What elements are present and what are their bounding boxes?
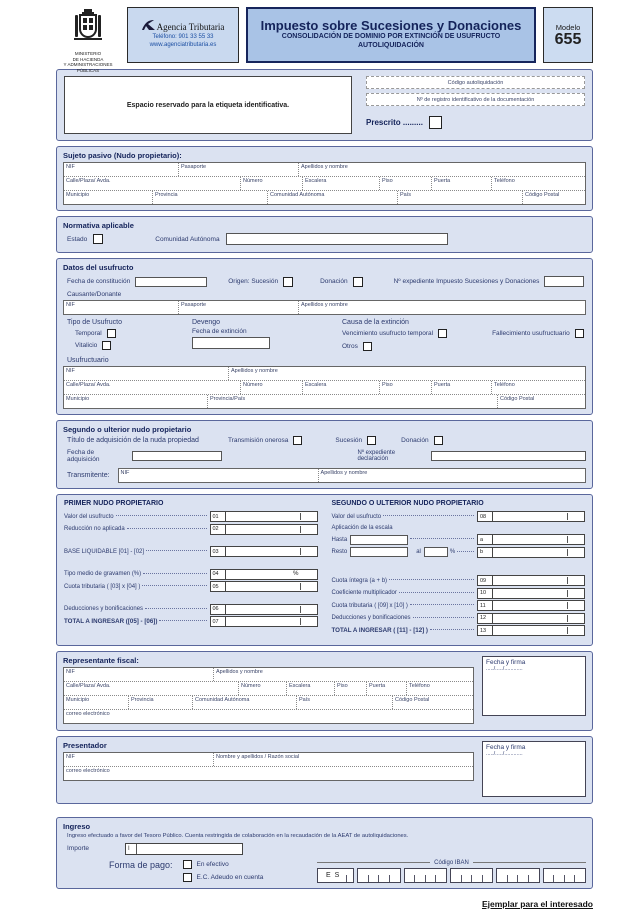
- num-expediente-isd-label: Nº expediente Impuesto Sucesiones y Donaciones: [393, 278, 540, 285]
- rep-apellidos-cell[interactable]: Apellidos y nombre: [216, 668, 263, 675]
- ejemplar-label: Ejemplar para el interesado: [481, 898, 593, 909]
- importe-input[interactable]: I: [125, 843, 243, 855]
- iban-input[interactable]: [317, 868, 586, 883]
- usu-provincia-pais-cell[interactable]: Provincia/País: [208, 395, 498, 408]
- temporal-checkbox[interactable]: [107, 329, 116, 338]
- iban-group-4[interactable]: [450, 868, 493, 883]
- sp-numero-cell[interactable]: Número: [241, 177, 303, 190]
- adeudo-checkbox[interactable]: [183, 873, 192, 882]
- transmision-checkbox[interactable]: [293, 436, 302, 445]
- sp-cp-cell[interactable]: Código Postal: [525, 192, 560, 198]
- usu-numero-cell[interactable]: Número: [241, 381, 303, 394]
- al-label: al: [416, 549, 421, 555]
- presentador-firma-box[interactable]: Fecha y firma ...../...../............: [482, 741, 586, 797]
- estado-checkbox[interactable]: [93, 234, 103, 244]
- prescrito-label: Prescrito .........: [366, 118, 423, 127]
- sp-telefono-cell[interactable]: Teléfono: [494, 178, 515, 184]
- header: [56, 7, 593, 73]
- iban-group-6[interactable]: [543, 868, 586, 883]
- origen-sucesion-label: Origen: Sucesión: [228, 278, 279, 285]
- usu-telefono-cell[interactable]: Teléfono: [494, 382, 515, 388]
- agency-box: [127, 7, 239, 63]
- fallecimiento-checkbox[interactable]: [575, 329, 584, 338]
- registro-label: Nº de registro identificativo de la documentación: [416, 96, 535, 103]
- usu-puerta-cell[interactable]: Puerta: [432, 381, 492, 394]
- num-expediente-isd-input[interactable]: [544, 276, 584, 287]
- causante-nif-cell[interactable]: NIF: [64, 301, 179, 314]
- sp-puerta-cell[interactable]: Puerta: [432, 177, 492, 190]
- temporal-label: Temporal: [75, 330, 102, 337]
- estado-label: Estado: [67, 235, 88, 243]
- sp-escalera-cell[interactable]: Escalera: [303, 177, 380, 190]
- prescrito-checkbox[interactable]: [429, 116, 442, 129]
- sujeto-pasivo-title: Sujeto pasivo (Nudo propietario):: [63, 151, 182, 160]
- iban-group-2[interactable]: [357, 868, 400, 883]
- coat-of-arms-icon: [71, 9, 105, 50]
- segundo-nudo-column: SEGUNDO O ULTERIOR NUDO PROPIETARIO Valor del usufructo 08 Aplicación de la escala Hasta a Resto al % b Cuota íntegra (a + b) 09 Coeficiente multiplicador 10 Cuota tributaria ( [09] x [10] ) 11 Deducciones y bonificaciones 12 TOTAL A INGRESAR ( [11] - [12] ) 13: [332, 500, 586, 638]
- donacion2-checkbox[interactable]: [434, 436, 443, 445]
- normativa-ccaa-input[interactable]: [226, 233, 448, 245]
- otros-label: Otros: [342, 343, 358, 350]
- datos-usufructo-section: [56, 258, 593, 415]
- iban-group-3[interactable]: [404, 868, 447, 883]
- box-b[interactable]: b: [477, 547, 585, 558]
- usufructuario-table: [63, 366, 586, 409]
- sp-ccaa-cell[interactable]: Comunidad Autónoma: [268, 191, 398, 204]
- model-box: [543, 7, 593, 63]
- box-04[interactable]: 04 %: [210, 569, 318, 580]
- box-03[interactable]: 03: [210, 546, 318, 557]
- rep-correo-cell[interactable]: correo electrónico: [66, 710, 110, 717]
- normativa-ccaa-label: Comunidad Autónoma: [155, 235, 220, 243]
- box-10[interactable]: 10: [477, 588, 585, 599]
- rep-numero-cell[interactable]: Número: [239, 682, 287, 695]
- model-number: 655: [554, 30, 582, 48]
- causante-pasaporte-cell[interactable]: Pasaporte: [179, 301, 299, 314]
- iban-group-1[interactable]: E S: [317, 868, 354, 883]
- sp-nif-cell[interactable]: NIF: [64, 163, 179, 176]
- rep-nif-cell[interactable]: NIF: [64, 668, 214, 681]
- identification-panel: [56, 69, 593, 141]
- usu-nif-cell[interactable]: NIF: [64, 367, 229, 380]
- importe-label: Importe: [67, 845, 90, 852]
- titulo-adq-label: Título de adquisición de la nuda propiedad: [67, 437, 199, 444]
- primer-nudo-title: PRIMER NUDO PROPIETARIO: [64, 500, 164, 507]
- devengo-group: Devengo Fecha de extinción: [192, 319, 342, 354]
- efectivo-label: En efectivo: [196, 860, 229, 868]
- fecha-extincion-input[interactable]: [192, 337, 270, 349]
- agency-logo-icon: [142, 20, 155, 33]
- pres-correo-cell[interactable]: correo electrónico: [66, 767, 110, 774]
- box-12[interactable]: 12: [477, 613, 585, 624]
- resto-label: Resto: [331, 549, 348, 555]
- adeudo-label: E.C. Adeudo en cuenta: [196, 873, 264, 881]
- resto-input[interactable]: [350, 547, 408, 557]
- representante-section: [56, 651, 593, 731]
- otros-checkbox[interactable]: [363, 342, 372, 351]
- vencimiento-checkbox[interactable]: [438, 329, 447, 338]
- transmision-label: Transmisión onerosa: [227, 437, 289, 444]
- rep-cp-cell[interactable]: Código Postal: [395, 696, 430, 703]
- footer: [56, 894, 593, 912]
- valor-usufructo-08-label: Valor del usufructo: [331, 513, 382, 520]
- presentador-section: [56, 736, 593, 804]
- liquidacion-section: [56, 494, 593, 646]
- sp-municipio-cell[interactable]: Municipio: [64, 191, 153, 204]
- num-exp-declaracion-label: Nº expediente declaración: [357, 450, 396, 462]
- form-title: Impuesto sobre Sucesiones y Donaciones: [260, 18, 522, 34]
- trans-apellidos-cell[interactable]: Apellidos y nombre: [320, 470, 368, 476]
- fecha-adq-input[interactable]: [132, 451, 222, 461]
- origen-donacion-label: Donación: [320, 278, 348, 285]
- ministry-name: MINISTERIO DE HACIENDA Y ADMINISTRACIONES PÚBLICAS: [63, 51, 113, 73]
- usu-escalera-cell[interactable]: Escalera: [303, 381, 380, 394]
- agency-name: Agencia Tributaria: [156, 21, 225, 32]
- usu-municipio-cell[interactable]: Municipio: [64, 395, 208, 408]
- codigo-autoliquidacion-label: Código autoliquidación: [447, 79, 504, 86]
- representante-title: Representante fiscal:: [63, 655, 139, 665]
- usu-apellidos-cell[interactable]: Apellidos y nombre: [231, 368, 278, 374]
- fallecimiento-label: Fallecimiento usufructuario: [492, 330, 570, 337]
- sp-apellidos-cell[interactable]: Apellidos y nombre: [301, 164, 348, 170]
- ingreso-section: [56, 817, 593, 889]
- ingreso-title: Ingreso: [63, 821, 91, 831]
- rep-escalera-cell[interactable]: Escalera: [287, 682, 335, 695]
- rep-calle-cell[interactable]: Calle/Plaza/ Avda.: [64, 682, 239, 695]
- sujeto-pasivo-section: [56, 146, 593, 211]
- box-06[interactable]: 06: [210, 604, 318, 615]
- fecha-constitucion-label: Fecha de constitución: [67, 278, 131, 285]
- box-11[interactable]: 11: [477, 600, 585, 611]
- box-05[interactable]: 05: [210, 581, 318, 592]
- rep-puerta-cell[interactable]: Puerta: [367, 682, 407, 695]
- ingreso-subtitle: Ingreso efectuado a favor del Tesoro Público. Cuenta restringida de colaboración en la recaudación de la AEAT de autoliquidaciones.: [67, 832, 409, 839]
- pres-nombre-cell[interactable]: Nombre y apellidos / Razón social: [216, 753, 300, 760]
- rep-telefono-cell[interactable]: Teléfono: [409, 682, 430, 689]
- representante-firma-box[interactable]: Fecha y firma ...../...../............: [482, 656, 586, 716]
- origen-sucesion-checkbox[interactable]: [283, 277, 293, 287]
- vencimiento-label: Vencimiento usufructo temporal: [342, 330, 434, 337]
- fecha-constitucion-input[interactable]: [135, 277, 207, 287]
- normativa-title: Normativa aplicable: [63, 221, 134, 230]
- presentador-title: Presentador: [63, 740, 107, 750]
- causa-extincion-group: Causa de la extinción Vencimiento usufructo temporal Fallecimiento usufructuario Otros: [342, 319, 584, 354]
- sp-piso-cell[interactable]: Piso: [380, 177, 432, 190]
- transmitente-table: [118, 468, 586, 483]
- box-a[interactable]: a: [477, 534, 585, 545]
- sp-calle-cell[interactable]: Calle/Plaza/ Avda.: [64, 177, 241, 190]
- box-08[interactable]: 08: [477, 511, 585, 522]
- segundo-nudo-section: [56, 420, 593, 489]
- hasta-label: Hasta: [331, 536, 348, 543]
- box-01[interactable]: 01: [210, 511, 318, 522]
- datos-usufructo-title: Datos del usufructo: [63, 263, 134, 272]
- usufructuario-label: Usufructuario: [67, 357, 109, 364]
- sucesion-label: Sucesión: [335, 437, 363, 444]
- box-09[interactable]: 09: [477, 575, 585, 586]
- box-07[interactable]: 07: [210, 616, 318, 627]
- box-02[interactable]: 02: [210, 524, 318, 535]
- rep-ccaa-cell[interactable]: Comunidad Autónoma: [193, 696, 297, 709]
- efectivo-checkbox[interactable]: [183, 860, 192, 869]
- agency-web[interactable]: www.agenciatributaria.es: [149, 42, 217, 48]
- presentador-table: [63, 752, 474, 781]
- registro-box[interactable]: [366, 93, 585, 106]
- tipo-usufructo-group: Tipo de Usufructo Temporal Vitalicio: [67, 319, 122, 349]
- origen-donacion-checkbox[interactable]: [353, 277, 363, 287]
- representante-table: [63, 667, 474, 724]
- model-label: Modelo: [555, 22, 581, 32]
- causante-apellidos-cell[interactable]: Apellidos y nombre: [301, 302, 348, 308]
- iban-label: Código IBAN: [434, 859, 469, 866]
- form-subtitle-1: CONSOLIDACIÓN DE DOMINIO POR EXTINCIÓN DE USUFRUCTO: [281, 33, 501, 41]
- sp-pasaporte-cell[interactable]: Pasaporte: [179, 163, 299, 176]
- iban-group: [317, 860, 586, 883]
- form-title-box: [246, 7, 536, 63]
- label-reserved-box: [64, 76, 352, 134]
- usu-cp-cell[interactable]: Código Postal: [500, 396, 535, 402]
- sucesion-checkbox[interactable]: [367, 436, 376, 445]
- causante-label: Causante/Donante: [67, 291, 122, 298]
- rep-piso-cell[interactable]: Piso: [335, 682, 367, 695]
- primer-nudo-column: PRIMER NUDO PROPIETARIO Valor del usufructo 01 Reducción no aplicada 02 BASE LIQUIDABLE [01] - [02] 03 Tipo medio de gravamen (%) 04 % Cuota tributaria ( [03] x [04] ) 05 Deducciones y bonificaciones 06 TOTAL A INGRESAR ([05] - [06]) 07: [64, 500, 318, 638]
- forma-pago-label: Forma de pago:: [109, 859, 173, 870]
- normativa-section: [56, 216, 593, 253]
- usu-calle-cell[interactable]: Calle/Plaza/ Avda.: [64, 381, 241, 394]
- fecha-extincion-label: Fecha de extinción: [192, 328, 247, 335]
- agency-phone: Teléfono: 901 33 55 33: [152, 34, 214, 41]
- usu-piso-cell[interactable]: Piso: [380, 381, 432, 394]
- num-exp-declaracion-input[interactable]: [431, 451, 586, 461]
- label-reserved-text: Espacio reservado para la etiqueta identificativa.: [126, 101, 290, 109]
- vitalicio-checkbox[interactable]: [102, 341, 111, 350]
- vitalicio-label: Vitalicio: [75, 342, 98, 349]
- rep-municipio-cell[interactable]: Municipio: [64, 696, 129, 709]
- box-13[interactable]: 13: [477, 625, 585, 636]
- iban-group-5[interactable]: [496, 868, 539, 883]
- form-subtitle-2: AUTOLIQUIDACIÓN: [358, 42, 424, 50]
- trans-nif-cell[interactable]: NIF: [119, 469, 319, 482]
- rep-pais-cell[interactable]: País: [297, 696, 393, 709]
- aplicacion-escala-label: Aplicación de la escala: [331, 525, 393, 531]
- hasta-input[interactable]: [350, 535, 408, 545]
- codigo-autoliquidacion-box[interactable]: [366, 76, 585, 89]
- al-pct-input[interactable]: [424, 547, 448, 557]
- sp-pais-cell[interactable]: País: [398, 191, 523, 204]
- donacion2-label: Donación: [401, 437, 429, 444]
- segundo-nudo-title: Segundo o ulterior nudo propietario: [63, 425, 192, 434]
- rep-provincia-cell[interactable]: Provincia: [129, 696, 193, 709]
- sujeto-pasivo-table: [63, 162, 586, 205]
- causante-table: [63, 300, 586, 315]
- pres-nif-cell[interactable]: NIF: [64, 753, 214, 766]
- sp-provincia-cell[interactable]: Provincia: [153, 191, 268, 204]
- transmitente-label: Transmitente:: [67, 472, 110, 479]
- fecha-adq-label: Fecha de adquisición: [67, 449, 100, 463]
- ministry-logo: [56, 7, 120, 73]
- segundo-nudo-liq-title: SEGUNDO O ULTERIOR NUDO PROPIETARIO: [331, 500, 484, 507]
